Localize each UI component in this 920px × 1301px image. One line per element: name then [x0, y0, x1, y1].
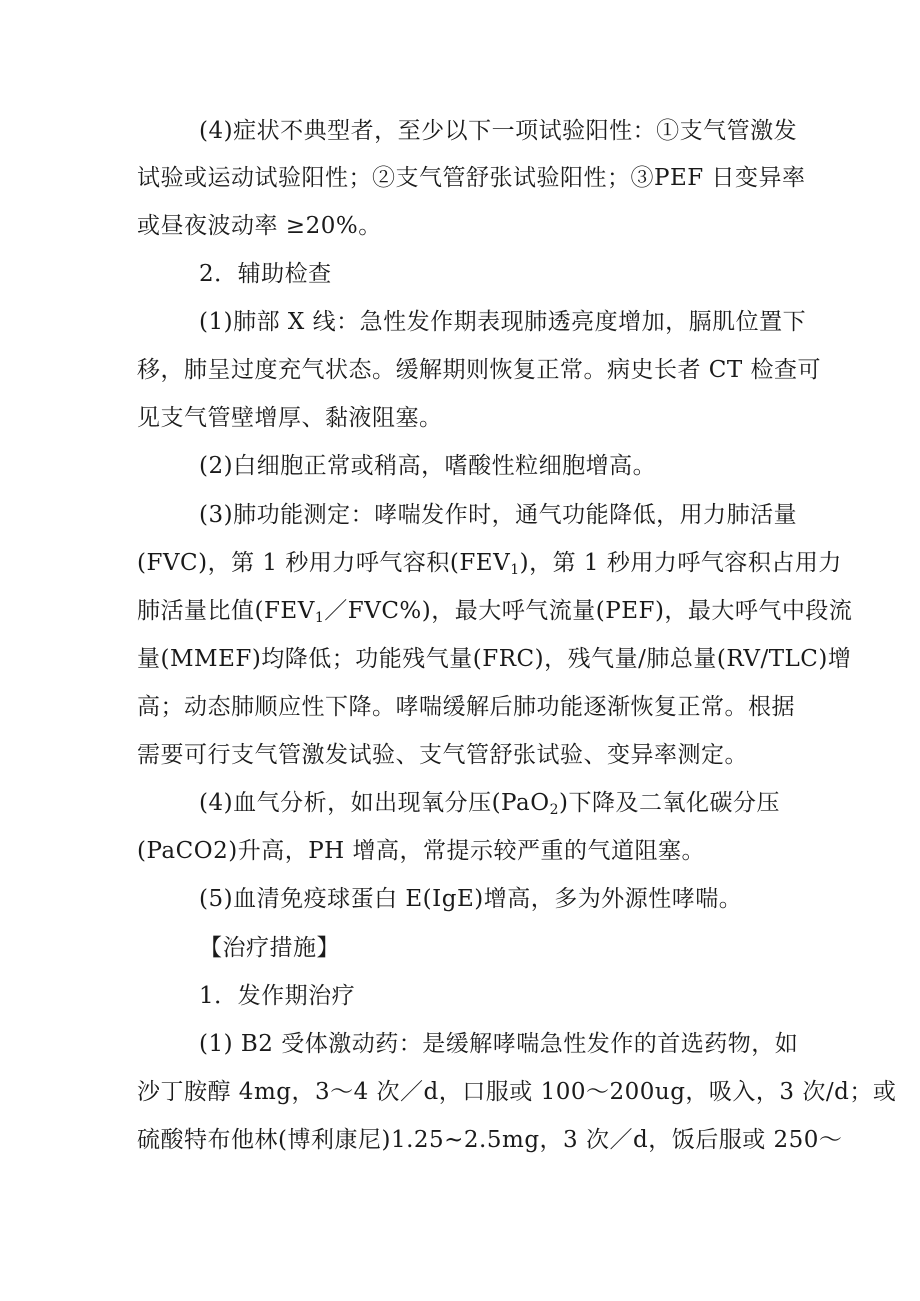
text-segment: )，第 1 秒用力呼气容积占用力: [519, 550, 842, 576]
text-line: (1)肺部 X 线：急性发作期表现肺透亮度增加，膈肌位置下: [199, 309, 807, 335]
text-line: (2)白细胞正常或稍高，嗜酸性粒细胞增高。: [199, 453, 657, 479]
text-line: 量(MMEF)均降低；功能残气量(FRC)，残气量/肺总量(RV/TLC)增: [137, 646, 852, 672]
text-line: [199, 788, 920, 818]
subscript: 1: [510, 562, 520, 578]
text-line: (5)血清免疫球蛋白 E(IgE)增高，多为外源性哮喘。: [199, 886, 743, 912]
text-line: 需要可行支气管激发试验、支气管舒张试验、变异率测定。: [137, 742, 748, 768]
text-segment: (FVC)，第 1 秒用力呼气容积(FEV: [137, 550, 511, 576]
text-line: (1) B2 受体激动药：是缓解哮喘急性发作的首选药物，如: [199, 1031, 799, 1057]
text-line: 沙丁胺醇 4mg，3～4 次／d，口服或 100～200ug，吸入，3 次/d；或: [137, 1079, 897, 1105]
text-line: 或昼夜波动率 ≥20%。: [137, 213, 382, 239]
text-line: [137, 548, 920, 578]
text-line: 试验或运动试验阳性；②支气管舒张试验阳性；③PEF 日变异率: [137, 165, 806, 191]
text-line: [137, 596, 920, 626]
text-line: 移，肺呈过度充气状态。缓解期则恢复正常。病史长者 CT 检查可: [137, 357, 822, 383]
text-line: (4)症状不典型者，至少以下一项试验阳性：①支气管激发: [199, 118, 798, 144]
subscript: 2: [549, 802, 559, 818]
section-heading: 1．发作期治疗: [199, 983, 356, 1009]
section-heading: 【治疗措施】: [199, 935, 340, 961]
text-line: 见支气管壁增厚、黏液阻塞。: [137, 405, 443, 431]
text-segment: 肺活量比值(FEV: [137, 598, 315, 624]
text-line: 高；动态肺顺应性下降。哮喘缓解后肺功能逐渐恢复正常。根据: [137, 694, 795, 720]
text-line: (PaCO2)升高，PH 增高，常提示较严重的气道阻塞。: [137, 838, 706, 864]
text-line: (3)肺功能测定：哮喘发作时，通气功能降低，用力肺活量: [199, 502, 798, 528]
section-heading: 2．辅助检查: [199, 261, 332, 287]
subscript: 1: [314, 610, 325, 626]
text-segment: (4)血气分析，如出现氧分压(PaO: [199, 790, 550, 816]
text-segment: )下降及二氧化碳分压: [559, 790, 780, 816]
text-line: 硫酸特布他林(博利康尼)1.25~2.5mg，3 次／d，饭后服或 250～: [137, 1127, 843, 1153]
text-segment: ／FVC%)，最大呼气流量(PEF)，最大呼气中段流: [324, 598, 853, 624]
